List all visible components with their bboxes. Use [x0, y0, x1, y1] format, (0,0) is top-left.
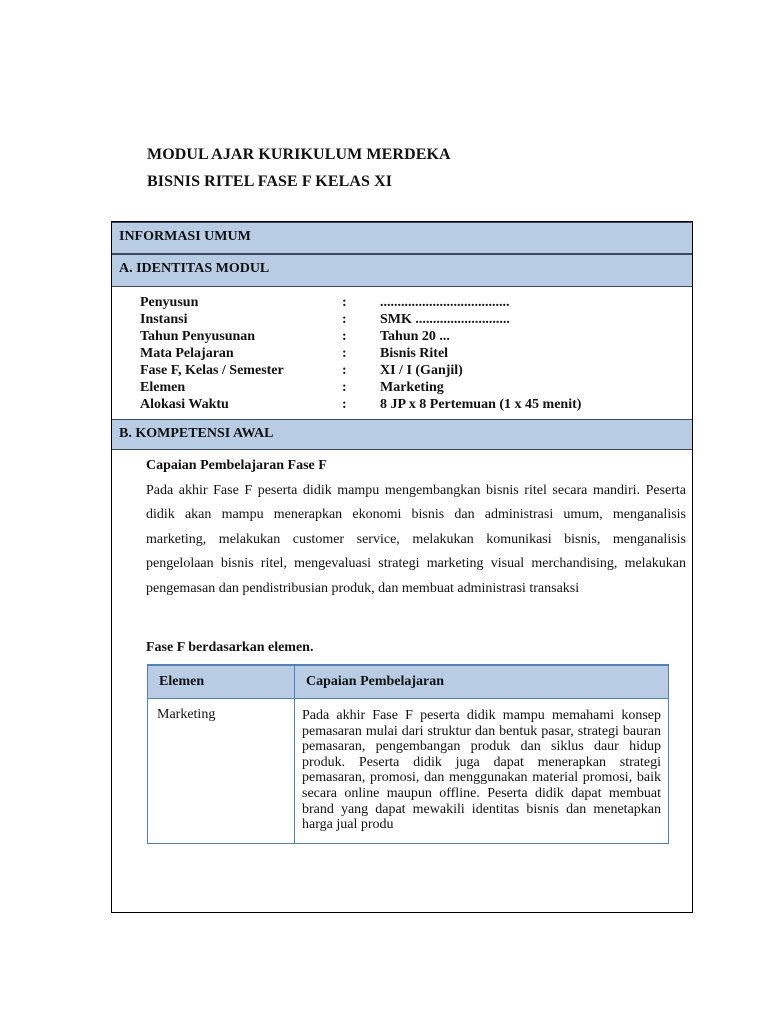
identitas-value: Bisnis Ritel [380, 346, 449, 361]
section-identitas-modul: A. IDENTITAS MODUL [112, 254, 692, 287]
table-cell-capaian: Pada akhir Fase F peserta didik mampu memahami konsep pemasaran mulai dari struktur dan bentuk pasar, strategi bauran pemasaran, pengembangan produk dan siklus daur hidup produk. Peserta didik juga dapat menerapkan strategi pemasaran, promosi, dan menggunakan material promosi, baik secara online maupun offline. Peserta didik dapat membuat brand yang dapat mewakili identitas bisnis dan menetapkan harga jual produ [295, 699, 669, 844]
capaian-table [147, 664, 669, 844]
identitas-value: Marketing [380, 380, 444, 395]
module-frame [111, 221, 693, 913]
identitas-label: Fase F, Kelas / Semester [140, 363, 284, 378]
table-header-elemen: Elemen [148, 665, 295, 699]
identitas-colon: : [342, 329, 347, 344]
identitas-colon: : [342, 380, 347, 395]
identitas-colon: : [342, 295, 347, 310]
table-header-row [148, 665, 669, 699]
section-kompetensi-awal: B. KOMPETENSI AWAL [112, 419, 692, 450]
identitas-label: Instansi [140, 312, 188, 327]
identitas-colon: : [342, 312, 347, 327]
identitas-label: Penyusun [140, 295, 199, 310]
identitas-label: Mata Pelajaran [140, 346, 234, 361]
identitas-value: 8 JP x 8 Pertemuan (1 x 45 menit) [380, 397, 582, 412]
identitas-label: Elemen [140, 380, 186, 395]
capaian-heading: Capaian Pembelajaran Fase F [146, 458, 327, 473]
identitas-value: ..................................... [380, 295, 510, 310]
elemen-subheading: Fase F berdasarkan elemen. [146, 640, 314, 655]
table-header-capaian: Capaian Pembelajaran [295, 665, 669, 699]
document-title-line-2: BISNIS RITEL FASE F KELAS XI [147, 173, 393, 190]
identitas-value: Tahun 20 ... [380, 329, 450, 344]
identitas-colon: : [342, 397, 347, 412]
identitas-label: Alokasi Waktu [140, 397, 229, 412]
section-informasi-umum: INFORMASI UMUM [112, 222, 692, 254]
identitas-value: XI / I (Ganjil) [380, 363, 463, 378]
capaian-paragraph: Pada akhir Fase F peserta didik mampu mengembangkan bisnis ritel secara mandiri. Peserta didik akan mampu menerapkan ekonomi bisnis dan administrasi umum, menganalisis marketing, melakukan customer service, melakukan komunikasi bisnis, menganalisis pengelolaan bisnis ritel, mengevaluasi strategi marketing visual merchandising, melakukan pengemasan dan pendistribusian produk, dan membuat administrasi transaksi [146, 483, 686, 596]
identitas-colon: : [342, 363, 347, 378]
document-title-line-1: MODUL AJAR KURIKULUM MERDEKA [147, 146, 451, 163]
table-cell-elemen: Marketing [148, 699, 295, 844]
identitas-value: SMK ........................... [380, 312, 510, 327]
table-row [148, 699, 669, 844]
identitas-label: Tahun Penyusunan [140, 329, 256, 344]
identitas-colon: : [342, 346, 347, 361]
